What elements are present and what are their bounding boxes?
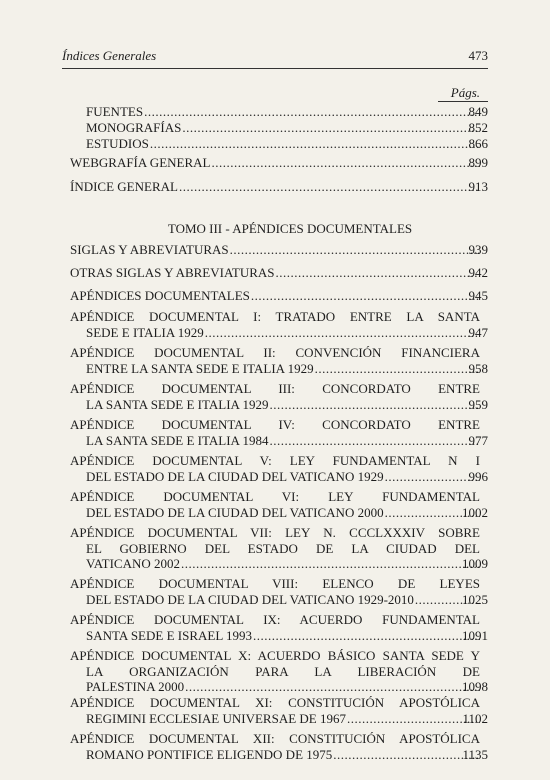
toc-page: 866 [468, 136, 488, 151]
toc-entry-apendice-v[interactable]: APÉNDICE DOCUMENTAL V: LEY FUNDAMENTAL N I DEL ESTADO DE LA CIUDAD DEL VATICANO 1929 ..... 996 [0, 453, 550, 484]
toc-page: 899 [468, 155, 488, 170]
toc-entry-apendices[interactable]: APÉNDICES DOCUMENTALES ..... 945 [0, 288, 550, 304]
toc-page: 1102 [462, 710, 488, 726]
toc-page: 958 [468, 360, 488, 376]
toc-page: 1091 [462, 627, 488, 643]
toc-page: 996 [468, 468, 488, 484]
toc-page: 913 [468, 179, 488, 194]
toc-entry-apendice-vi[interactable]: APÉNDICE DOCUMENTAL VI: LEY FUNDAMENTAL DEL ESTADO DE LA CIUDAD DEL VATICANO 2000 ..... 1002 [0, 489, 550, 520]
toc-entry-apendice-ix[interactable]: APÉNDICE DOCUMENTAL IX: ACUERDO FUNDAMENTAL SANTA SEDE E ISRAEL 1993 ..... 1091 [0, 612, 550, 643]
toc-page: 1135 [462, 746, 488, 762]
toc-page: 959 [468, 396, 488, 412]
toc-entry-siglas[interactable]: SIGLAS Y ABREVIATURAS ..... 939 [0, 242, 550, 258]
pages-column-rule [438, 101, 488, 102]
pages-column-label: Págs. [450, 85, 480, 100]
toc-entry-apendice-xii[interactable]: APÉNDICE DOCUMENTAL XII: CONSTITUCIÓN APOSTÓLICA ROMANO PONTIFICE ELIGENDO DE 1975 ..... 1135 [0, 731, 550, 762]
toc-entry-apendice-x[interactable]: APÉNDICE DOCUMENTAL X: ACUERDO BÁSICO SANTA SEDE Y LA ORGANIZACIÓN PARA LA LIBERACIÓN DE PALESTINA 2000 ..... 1098 [0, 648, 550, 695]
header-rule [62, 68, 488, 69]
toc-entry-otras-siglas[interactable]: OTRAS SIGLAS Y ABREVIATURAS ..... 942 [0, 265, 550, 281]
toc-page: 947 [468, 324, 488, 340]
running-header [62, 48, 488, 64]
page-number: 473 [468, 48, 488, 63]
toc-entry-apendice-iii[interactable]: APÉNDICE DOCUMENTAL III: CONCORDATO ENTRE LA SANTA SEDE E ITALIA 1929 ..... 959 [0, 381, 550, 412]
toc-page: 977 [468, 432, 488, 448]
toc-entry-indice-general[interactable]: ÍNDICE GENERAL ..... 913 [0, 179, 550, 195]
toc-page: 1025 [462, 591, 488, 607]
toc-page: 945 [468, 288, 488, 303]
section-heading: TOMO III - APÉNDICES DOCUMENTALES [167, 221, 413, 236]
toc-page: 939 [468, 242, 488, 257]
toc-entry-apendice-xi[interactable]: APÉNDICE DOCUMENTAL XI: CONSTITUCIÓN APOSTÓLICA REGIMINI ECCLESIAE UNIVERSAE DE 1967 ..... 1102 [0, 695, 550, 726]
toc-entry-apendice-iv[interactable]: APÉNDICE DOCUMENTAL IV: CONCORDATO ENTRE LA SANTA SEDE E ITALIA 1984 ..... 977 [0, 417, 550, 448]
toc-entry-webgrafia[interactable]: WEBGRAFÍA GENERAL ..... 899 [0, 155, 550, 171]
toc-page: 942 [468, 265, 488, 280]
toc-page: 1002 [462, 504, 488, 520]
toc-page: 849 [468, 104, 488, 119]
toc-entry-apendice-ii[interactable]: APÉNDICE DOCUMENTAL II: CONVENCIÓN FINANCIERA ENTRE LA SANTA SEDE E ITALIA 1929 ..... 958 [0, 345, 550, 376]
toc-entry-apendice-i[interactable]: APÉNDICE DOCUMENTAL I: TRATADO ENTRE LA SANTA SEDE E ITALIA 1929 ..... 947 [0, 309, 550, 340]
toc-entry-estudios[interactable]: ESTUDIOS ..... 866 [0, 136, 550, 152]
toc-page: 852 [468, 120, 488, 135]
toc-entry-fuentes[interactable]: FUENTES ..... 849 [0, 104, 550, 120]
toc-entry-monografias[interactable]: MONOGRAFÍAS ..... 852 [0, 120, 550, 136]
toc-page: 1009 [462, 556, 488, 571]
toc-entry-apendice-vii[interactable]: APÉNDICE DOCUMENTAL VII: LEY N. CCCLXXXIV SOBRE EL GOBIERNO DEL ESTADO DE LA CIUDAD DEL VATICANO 2002 ..... 1009 [0, 525, 550, 572]
running-title: Índices Generales [62, 48, 157, 63]
toc-entry-apendice-viii[interactable]: APÉNDICE DOCUMENTAL VIII: ELENCO DE LEYES DEL ESTADO DE LA CIUDAD DEL VATICANO 1929-2010 ..... 1025 [0, 576, 550, 607]
toc-page: 1098 [462, 679, 488, 694]
